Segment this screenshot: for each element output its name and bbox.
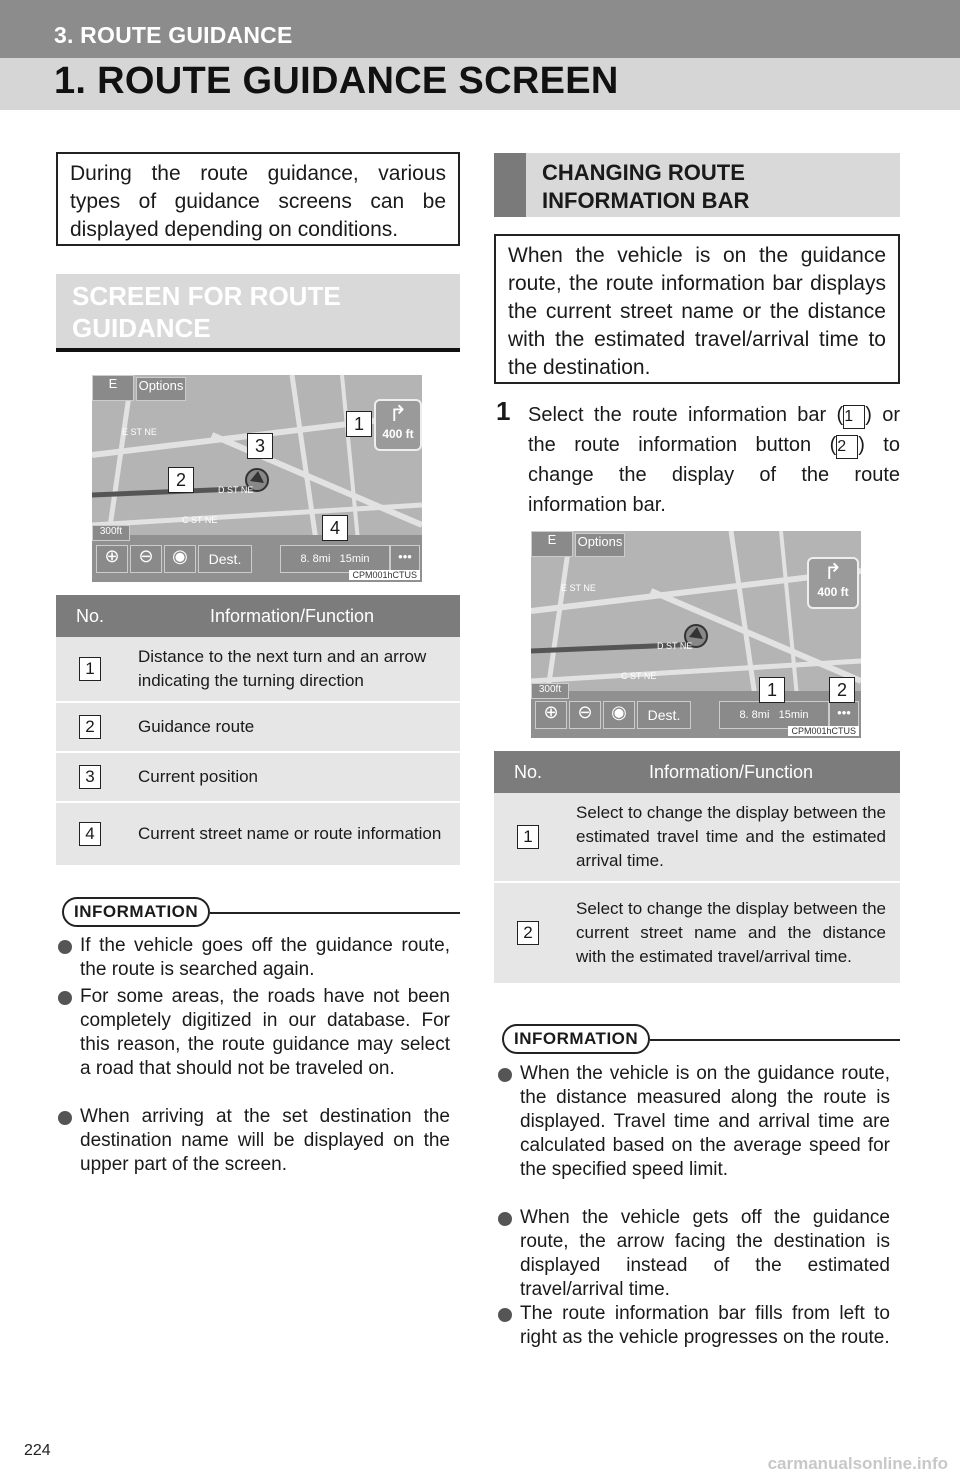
row-number: 1 xyxy=(79,657,101,681)
route-time: 15min xyxy=(339,553,370,565)
map-scale: 300ft xyxy=(531,683,569,699)
route-information-bar[interactable] xyxy=(719,701,829,729)
section-title: SCREEN FOR ROUTE GUIDANCE xyxy=(72,281,341,343)
callout-2: 2 xyxy=(168,467,194,493)
row-number: 2 xyxy=(79,715,101,739)
info-label-left: INFORMATION xyxy=(62,897,210,927)
bullet-icon xyxy=(498,1212,512,1226)
table-row xyxy=(494,882,900,984)
page-header xyxy=(0,0,960,110)
col-no: No. xyxy=(56,595,124,637)
route-time: 15min xyxy=(778,709,809,721)
compass-label: E xyxy=(108,376,118,391)
bullet-icon xyxy=(58,1111,72,1125)
heading-icon: ◉ xyxy=(611,702,627,722)
row-number: 3 xyxy=(79,765,101,789)
page-title: 1. ROUTE GUIDANCE SCREEN xyxy=(54,60,619,102)
table-header xyxy=(56,595,460,637)
table-row xyxy=(56,637,460,702)
bullet-icon xyxy=(58,940,72,954)
col-info: Information/Function xyxy=(124,595,460,637)
route-information-bar[interactable] xyxy=(280,545,390,573)
route-distance: 8. 8mi xyxy=(739,709,770,721)
street-label-c: C ST NE xyxy=(182,515,218,525)
row-number: 1 xyxy=(517,825,539,849)
info-rule-left xyxy=(210,912,460,914)
section-header-changing-route-information-bar xyxy=(494,153,900,217)
street-label-e: E ST NE xyxy=(561,583,596,593)
section-accent xyxy=(494,153,526,217)
info-label-right: INFORMATION xyxy=(502,1024,650,1054)
intro-box-left: During the route guidance, various types of guidance screens can be displayed depending on conditions. xyxy=(56,152,460,246)
bullet-icon xyxy=(58,991,72,1005)
row-number: 4 xyxy=(79,822,101,846)
info-bullet-left-2: For some areas, the roads have not been completely digitized in our database. For this reason, the route guidance may select a road that should not be traveled on. xyxy=(58,985,450,1081)
dest-button[interactable] xyxy=(637,701,691,729)
street-label-d: D ST NE xyxy=(218,485,254,495)
more-icon: ••• xyxy=(398,549,412,564)
watermark: carmanualsonline.info xyxy=(767,1454,948,1473)
image-code: CPM001hCTUS xyxy=(349,570,420,580)
compass-button[interactable] xyxy=(92,375,134,401)
turn-arrow-icon: ↱ xyxy=(388,401,408,426)
row-text: Select to change the display between the estimated travel time and the estimated arrival time. xyxy=(562,793,900,882)
turn-distance: 400 ft xyxy=(817,585,849,599)
bullet-icon xyxy=(498,1068,512,1082)
col-info: Information/Function xyxy=(562,751,900,793)
row-text: Current position xyxy=(124,752,460,802)
callout-1: 1 xyxy=(759,677,785,703)
compass-button[interactable] xyxy=(531,531,573,557)
table-header xyxy=(494,751,900,793)
row-text: Select to change the display between the current street name and the distance with the estimated travel/arrival time. xyxy=(562,882,900,984)
row-text: Distance to the next turn and an arrow indicating the turning direction xyxy=(124,637,460,702)
minus-icon: ⊖ xyxy=(138,546,154,566)
table-row xyxy=(56,752,460,802)
plus-icon: ⊕ xyxy=(104,546,120,566)
map-scale: 300ft xyxy=(92,525,130,541)
callout-3: 3 xyxy=(247,433,273,459)
ref-number-1: 1 xyxy=(843,405,865,429)
route-distance: 8. 8mi xyxy=(300,553,331,565)
minus-icon: ⊖ xyxy=(577,702,593,722)
section-header-screen-for-route-guidance xyxy=(56,274,460,352)
route-info-button[interactable] xyxy=(390,545,420,573)
info-bullet-right-3: The route information bar fills from left to right as the vehicle progresses on the route. xyxy=(498,1302,890,1350)
street-label-c: C ST NE xyxy=(621,671,657,681)
ref-number-2: 2 xyxy=(836,435,858,459)
next-turn-indicator[interactable] xyxy=(374,399,422,451)
zoom-out-button[interactable] xyxy=(130,545,162,573)
info-rule-right xyxy=(650,1039,900,1041)
route-info-button[interactable] xyxy=(829,701,859,729)
heading-icon: ◉ xyxy=(172,546,188,566)
street-label-d: D ST NE xyxy=(657,641,693,651)
info-bullet-right-2: When the vehicle gets off the guidance route, the arrow facing the destination is displayed instead of the estimated travel/arrival time. xyxy=(498,1206,890,1302)
info-table-right xyxy=(494,751,900,985)
step-text: Select the route information bar (1 ) or the route information button (2 ) to change the display of the route information bar. xyxy=(528,404,901,516)
step-number: 1 xyxy=(496,396,511,426)
table-row xyxy=(56,702,460,752)
turn-arrow-icon: ↱ xyxy=(823,559,843,584)
heading-button[interactable] xyxy=(603,701,635,729)
options-label: Options xyxy=(138,378,184,393)
info-bullet-left-1: If the vehicle goes off the guidance route, the route is searched again. xyxy=(58,934,450,982)
compass-label: E xyxy=(547,532,557,547)
chapter-title: 3. ROUTE GUIDANCE xyxy=(54,22,293,48)
bullet-icon xyxy=(498,1308,512,1322)
options-label: Options xyxy=(577,534,623,549)
section-title: CHANGING ROUTE INFORMATION BAR xyxy=(542,160,750,213)
options-button[interactable] xyxy=(136,377,186,401)
table-row xyxy=(494,793,900,882)
info-bullet-left-3: When arriving at the set destination the destination name will be displayed on the upper part of the screen. xyxy=(58,1105,450,1177)
callout-4: 4 xyxy=(322,515,348,541)
callout-1: 1 xyxy=(346,411,372,437)
info-bullet-right-1: When the vehicle is on the guidance route, the distance measured along the route is displayed. Travel time and arrival time are calculated based on the average speed for the specified speed limit. xyxy=(498,1062,890,1182)
dest-label: Dest. xyxy=(208,551,242,567)
zoom-out-button[interactable] xyxy=(569,701,601,729)
row-text: Current street name or route information xyxy=(124,802,460,866)
page-number: 224 xyxy=(24,1442,51,1459)
dest-label: Dest. xyxy=(647,707,681,723)
map-screenshot-right xyxy=(531,531,861,738)
zoom-in-button[interactable] xyxy=(96,545,128,573)
info-table-left xyxy=(56,595,460,867)
section-underline xyxy=(56,348,460,352)
row-text: Guidance route xyxy=(124,702,460,752)
map-screenshot-left xyxy=(92,375,422,582)
row-number: 2 xyxy=(517,921,539,945)
image-code: CPM001hCTUS xyxy=(788,726,859,736)
intro-box-right: When the vehicle is on the guidance route, the route information bar displays the current street name or the distance with the estimated travel/arrival time to the destination. xyxy=(494,234,900,384)
more-icon: ••• xyxy=(837,705,851,720)
col-no: No. xyxy=(494,751,562,793)
street-label-e: E ST NE xyxy=(122,427,157,437)
zoom-in-button[interactable] xyxy=(535,701,567,729)
turn-distance: 400 ft xyxy=(382,427,414,441)
options-button[interactable] xyxy=(575,533,625,557)
plus-icon: ⊕ xyxy=(543,702,559,722)
heading-button[interactable] xyxy=(164,545,196,573)
table-row xyxy=(56,802,460,866)
callout-2: 2 xyxy=(829,677,855,703)
dest-button[interactable] xyxy=(198,545,252,573)
next-turn-indicator[interactable] xyxy=(807,557,859,609)
step-1 xyxy=(496,396,901,520)
